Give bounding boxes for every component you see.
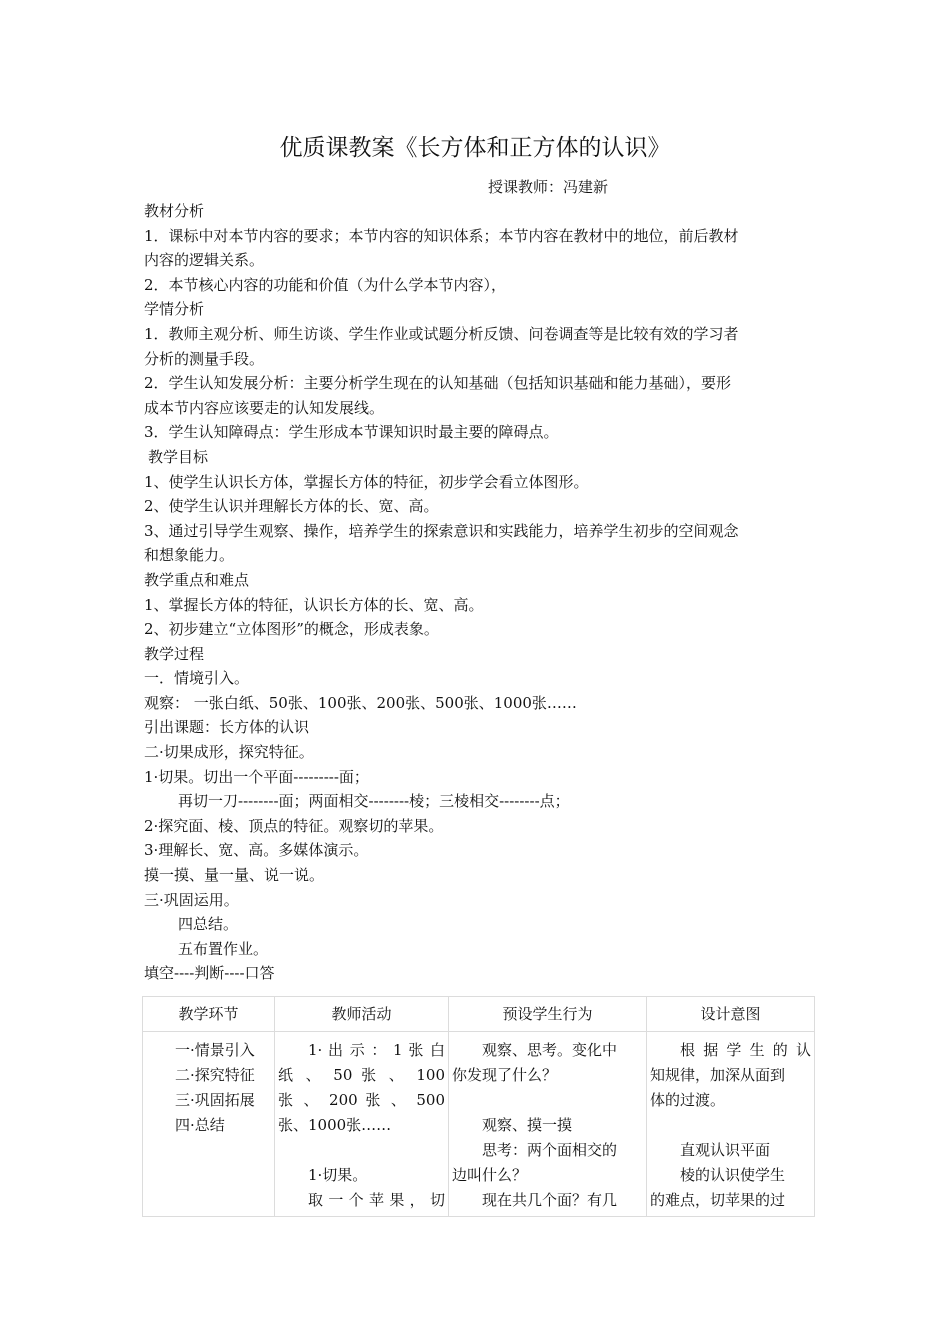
cell-line: 观察、摸一摸 xyxy=(482,1116,573,1134)
section-heading: 教学重点和难点 xyxy=(144,570,250,589)
section-heading: 教学过程 xyxy=(144,644,205,663)
cell-line: 直观认识平面 xyxy=(680,1141,771,1159)
text-line: 2．本节核心内容的功能和价值（为什么学本节内容）， xyxy=(144,275,507,294)
text-line: 五布置作业。 xyxy=(178,939,269,958)
document-title: 优质课教案《长方体和正方体的认识》 xyxy=(279,135,671,161)
text-line: 摸一摸、量一量、说一说。 xyxy=(144,866,325,885)
cell-line: 边叫什么？ xyxy=(452,1166,528,1184)
table-cell xyxy=(143,1032,275,1217)
text-line: 2·探究面、棱、顶点的特征。观察切的苹果。 xyxy=(144,816,444,835)
cell-line: 你发现了什么？ xyxy=(452,1066,558,1084)
cell-line xyxy=(278,1138,445,1163)
text-line: 1·切果。切出一个平面---------面； xyxy=(144,767,369,786)
cell-line: 1· 出 示 ： 1 张 白 xyxy=(308,1041,445,1059)
cell-line: 纸 、 50 张 、 100 xyxy=(278,1066,445,1084)
cell-line: 张、1000张…… xyxy=(278,1116,392,1134)
cell-line: 一·情景引入 xyxy=(175,1041,255,1059)
cell-line: 的难点，切苹果的过 xyxy=(650,1191,786,1209)
teacher-name: 授课教师：冯建新 xyxy=(488,178,609,196)
text-line: 分析的测量手段。 xyxy=(144,349,265,368)
cell-line: 棱的认识使学生 xyxy=(680,1166,786,1184)
section-heading: 教材分析 xyxy=(144,202,205,220)
cell-line: 四·总结 xyxy=(175,1116,225,1134)
cell-line: 根 据 学 生 的 认 xyxy=(680,1041,811,1059)
table-cell xyxy=(275,1032,449,1217)
cell-line: 体的过渡。 xyxy=(650,1091,726,1109)
table-header-cell xyxy=(647,997,815,1032)
text-line: 和想象能力。 xyxy=(144,546,235,565)
table-header-row xyxy=(143,997,815,1032)
cell-line: 思考：两个面相交的 xyxy=(482,1141,618,1159)
text-line: 2、使学生认识并理解长方体的长、宽、高。 xyxy=(144,497,439,516)
cell-line xyxy=(452,1088,643,1113)
text-line: 1、掌握长方体的特征，认识长方体的长、宽、高。 xyxy=(144,595,484,614)
table-row xyxy=(143,1032,815,1217)
cell-line: 现在共几个面？有几 xyxy=(482,1191,618,1209)
header-stage: 教学环节 xyxy=(178,1005,239,1023)
text-line: 再切一刀--------面；两面相交--------棱；三棱相交--------点； xyxy=(178,792,570,811)
lesson-body xyxy=(144,199,812,986)
text-line: 2、初步建立“立体图形”的概念，形成表象。 xyxy=(144,620,439,639)
cell-line: 二·探究特征 xyxy=(175,1066,255,1084)
cell-line: 取 一 个 苹 果 ， 切 xyxy=(308,1191,445,1209)
table-header-cell xyxy=(143,997,275,1032)
cell-line: 三·巩固拓展 xyxy=(175,1091,255,1109)
cell-line: 知规律，加深从面到 xyxy=(650,1066,786,1084)
text-line: 填空----判断----口答 xyxy=(144,964,275,983)
cell-line: 张 、 200 张 、 500 xyxy=(278,1091,445,1109)
table-header-cell xyxy=(449,997,647,1032)
text-line: 内容的逻辑关系。 xyxy=(144,251,265,270)
text-line: 成本节内容应该要走的认知发展线。 xyxy=(144,398,385,417)
text-line: 四总结。 xyxy=(178,915,239,934)
text-line: 1．教师主观分析、师生访谈、学生作业或试题分析反馈、问卷调查等是比较有效的学习者 xyxy=(144,324,739,343)
text-line: 三·巩固运用。 xyxy=(144,890,239,909)
header-design-intent: 设计意图 xyxy=(700,1005,761,1023)
text-line: 一．情境引入。 xyxy=(144,669,250,688)
header-student-behavior: 预设学生行为 xyxy=(502,1005,593,1023)
text-line: 观察： 一张白纸、50张、100张、200张、500张、1000张…… xyxy=(144,693,577,712)
text-line: 1、使学生认识长方体，掌握长方体的特征，初步学会看立体图形。 xyxy=(144,472,589,491)
cell-line xyxy=(650,1113,811,1138)
lesson-plan-table xyxy=(142,996,815,1217)
cell-line: 观察、思考。变化中 xyxy=(482,1041,618,1059)
table-cell xyxy=(449,1032,647,1217)
table-cell xyxy=(647,1032,815,1217)
text-line: 3·理解长、宽、高。多媒体演示。 xyxy=(144,841,369,860)
text-line: 二·切果成形，探究特征。 xyxy=(144,743,314,762)
text-line: 3、通过引导学生观察、操作，培养学生的探索意识和实践能力，培养学生初步的空间观念 xyxy=(144,521,739,540)
header-teacher-activity: 教师活动 xyxy=(331,1005,392,1023)
table-header-cell xyxy=(275,997,449,1032)
section-heading: 教学目标 xyxy=(148,447,209,466)
cell-line: 1·切果。 xyxy=(308,1166,368,1184)
text-line: 3．学生认知障碍点：学生形成本节课知识时最主要的障碍点。 xyxy=(144,423,559,442)
text-line: 1．课标中对本节内容的要求；本节内容的知识体系；本节内容在教材中的地位，前后教材 xyxy=(144,226,739,245)
section-heading: 学情分析 xyxy=(144,300,205,319)
text-line: 2．学生认知发展分析：主要分析学生现在的认知基础（包括知识基础和能力基础），要形 xyxy=(144,374,732,393)
text-line: 引出课题：长方体的认识 xyxy=(144,718,310,737)
